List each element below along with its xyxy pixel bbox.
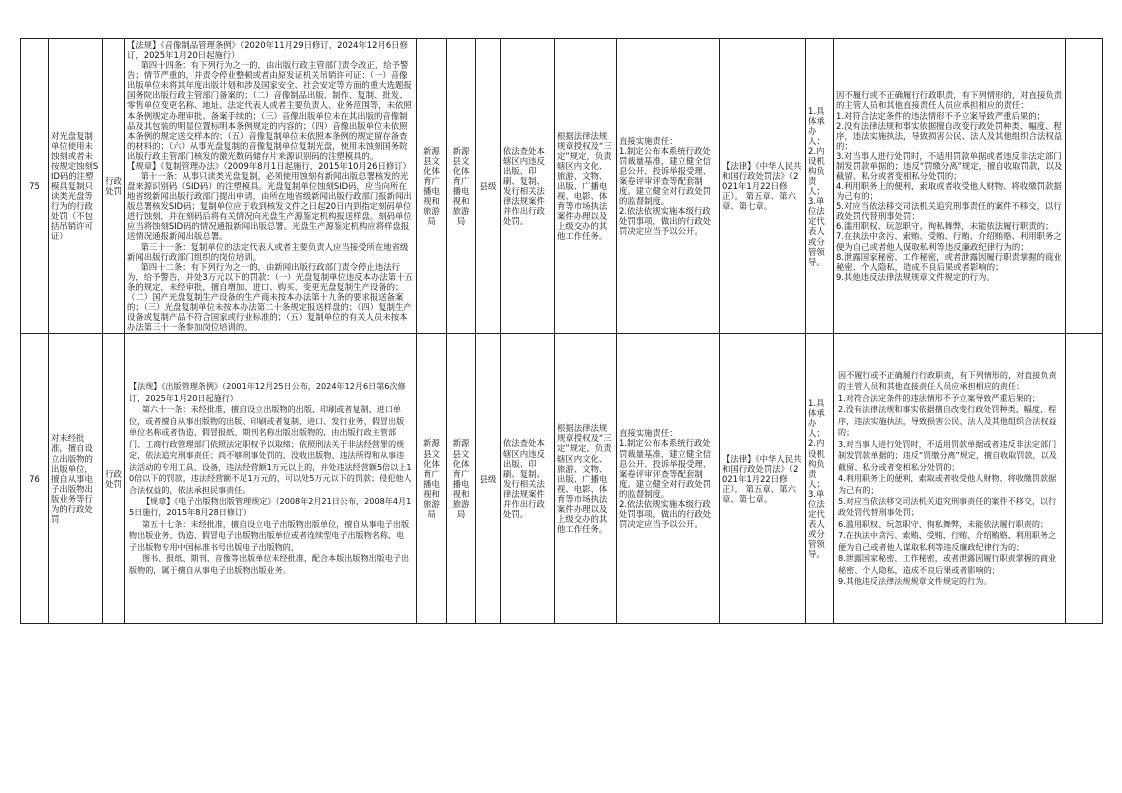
basis-line: 【规章】《电子出版物出版管理规定》（2008年2月21日公布，2008年4月15日施行，2015年8月28日修订）	[129, 495, 412, 518]
row-number: 75	[21, 39, 49, 334]
responsibility-items: 直接实施责任： 1.制定公布本系统行政处罚裁量基准，建立健全信息公开、投诉举报受理、案卷评审评查等配套制度。建立健全对行政处罚的监督制度。 2.依法依规实施本级行政处罚事项，做出的行政处罚决定应当予以公开。	[617, 334, 720, 624]
exercise-level: 县级	[476, 39, 501, 334]
accountability-cases: 因不履行或不正确履行行政职责，有下列情形的，对直接负责的主管人员和其他直接责任人员应承担相应的责任： 1.对符合法定条件的违法情形不予立案导致严重后果的； 2.没有法律法规和事实依据擅自改变行政处罚种类、幅度、程序，违法实施执法，导致损害公民、法人及其他组织合法权益的； 3.对当事人进行处罚时，不适用罚款单据或者违反非法定部门制发罚款单据的；违反“罚缴分离”规定，擅自收取罚款，以及截留、私分或者变相私分处罚的； 4.利用职务上的便利，索取或者收受他人财物、将收缴罚款据为己有的； 5.对应当依法移交司法机关追究刑事责任的案件不移交，以行政处罚代替刑事处罚； 6.滥用职权、玩忽职守、徇私舞弊，未能依法履行职责的； 7.在执法中贪污、索贿、受贿、行贿、介绍贿赂、利用职务之便为自己或者他人谋取私利等违反廉政纪律行为的； 8.泄露国家秘密、工作秘密，或者泄露因履行职责掌握的商业秘密、个人隐私，造成不良后果或者影响的； 9.其他违反法律法规规章文件规定的行为。	[834, 334, 1066, 624]
basis-line: 第四十二条：有下列行为之一的，由新闻出版行政部门责令停止违法行为，给予警告，并处3万元以下的罚款：（一）光盘复制单位违反本办法第十五条的规定，未经审批，擅自增加、进口、购买、变更光盘复制生产设备的；（二）国产光盘复制生产设备的生产商未按本办法第十九条的要求报送备案的；（三）光盘复制单位未按本办法第二十条规定报送样盘的；（四）复制生产设备或复制产品不符合国家或行业标准的；（五）复制单位的有关人员未按本办法第三十一条参加岗位培训的。	[127, 261, 413, 333]
scope-of-authority: 依法查处本辖区内违反出版、印刷、复制、发行相关法律法规案件并作出行政处罚。	[501, 334, 555, 624]
basis-line: 第十一条：从事只读类光盘复制，必须使用蚀刻有新闻出版总署核发的光盘来源识别码（SID码）的注塑模具。光盘复制单位蚀刻SID码，应当向所在地省级新闻出版行政部门提出申请，由所在地省级新闻出版行政部门报新闻出版总署核发SID码；复制单位应于收到核发文件之日起20日内到指定刻码单位进行蚀刻，并在刻码后将有关情况向光盘生产源鉴定机构报送样盘。刻码单位应当将蚀刻SID码的情况通报新闻出版总署。光盘生产源鉴定机构应将样盘报送情况通报新闻出版总署。	[127, 171, 412, 242]
responsible-subject: 1.具体承办人； 2.内设机构负责人； 3.单位法定代表人或分管领导。	[806, 334, 834, 624]
basis-line: 第五十七条：未经批准，擅自设立电子出版物出版单位，擅自从事电子出版物出版业务，伪造、假冒电子出版物出版单位或者连续型电子出版物名称、电子出版物专用中国标准书号出版电子出版物的，	[129, 518, 410, 552]
responsible-department: 新源县文化体育广播电视和旅游局	[417, 334, 447, 624]
item-type: 行政处罚	[103, 334, 125, 624]
basis-line: 【规章】《复制管理办法》（2009年8月1日起施行，2015年10月26日修订）	[127, 160, 411, 171]
row-number: 76	[21, 334, 49, 624]
duty-description: 根据法律法规规章授权及“三定”规定，负责辖区内文化、旅游、文物、出版、广播电视、电影、体育等市场执法案件办理以及上级交办的其他工作任务。	[555, 334, 617, 624]
basis-line: 第三十一条：复制单位的法定代表人或者主要负责人应当接受所在地省级新闻出版行政部门组织的岗位培训。	[127, 241, 409, 262]
item-type: 行政处罚	[103, 39, 125, 334]
implementing-body: 新源县文化体育广播电视和旅游局	[447, 39, 476, 334]
responsibility-table	[20, 38, 1103, 624]
basis-line: 图书、报纸、期刊、音像等出版单位未经批准，配合本版出版物出版电子出版物的，属于擅自从事电子出版物出版业务。	[129, 553, 410, 575]
scope-of-authority: 依法查处本辖区内违反出版、印刷、复制、发行相关法律法规案件并作出行政处罚。	[501, 39, 555, 334]
legal-basis	[125, 39, 417, 334]
basis-line: 【法规】《音像制品管理条例》（2020年11月29日修订，2024年12月6日修订，2025年1月20日起施行）	[127, 40, 408, 61]
exercise-level: 县级	[476, 334, 501, 624]
table-row	[21, 39, 1103, 334]
duty-description: 根据法律法规规章授权及“三定”规定，负责辖区内文化、旅游、文物、出版、广播电视、电影、体育等市场执法案件办理以及上级交办的其他工作任务。	[555, 39, 617, 334]
legal-basis	[125, 334, 417, 624]
responsibility-items: 直接实施责任： 1.制定公布本系统行政处罚裁量基准，建立健全信息公开、投诉举报受理、案卷评审评查等配套制度。建立健全对行政处罚的监督制度。 2.依法依规实施本级行政处罚事项，做出的行政处罚决定应当予以公开。	[617, 39, 720, 334]
basis-line: 第六十一条：未经批准，擅自设立出版物的出版、印刷或者复制、进口单位，或者擅自从事出版物的出版、印刷或者复制、进口、发行业务，假冒出版单位名称或者伪造、假冒报纸、期刊名称出版出版物的，由出版行政主管部门、工商行政管理部门依照法定职权予以取缔；依照刑法关于非法经营罪的规定，依法追究刑事责任；尚不够刑事处罚的，没收出版物、违法所得和从事违法活动的专用工具、设备，违法经营额1万元以上的，并处违法经营额5倍以上10倍以下的罚款，违法经营额不足1万元的，可以处5万元以下的罚款；侵犯他人合法权益的，依法承担民事责任。	[129, 404, 412, 495]
remarks	[1066, 39, 1103, 334]
basis-line: 第四十四条：有下列行为之一的，由出版行政主管部门责令改正，给予警告；情节严重的，并责令停业整顿或者由原发证机关吊销许可证：（一）音像出版单位未将其年度出版计划和涉及国家安全、社会安定等方面的重大选题报国务院出版行政主管部门备案的；（二）音像制品出版、制作、复制、批发、零售单位变更名称、地址、法定代表人或者主要负责人、业务范围等，未依照本条例规定办理审批、备案手续的；（三）音像出版单位未在其出版的音像制品及其包装的明显位置标明本条例规定的内容的；（四）音像出版单位未依照本条例的规定送交样本的；（五）音像复制单位未依照本条例的规定留存备查的材料的；（六）从事光盘复制的音像复制单位复制光盘，使用未蚀刻国务院出版行政主管部门核发的激光数码储存片来源识别码的注塑模具的。	[127, 60, 412, 161]
accountability-law: 【法律】《中华人民共和国行政处罚法》（2021年1月22日修正）。 第五章、第六章、第七章。	[720, 39, 806, 334]
responsible-subject: 1.具体承办人； 2.内设机构负责人； 3.单位法定代表人或分管领导。	[806, 39, 834, 334]
responsible-department: 新源县文化体育广播电视和旅游局	[417, 39, 447, 334]
accountability-law: 【法律】《中华人民共和国行政处罚法》（2021年1月22日修正）。 第五章、第六章、第七章。	[720, 334, 806, 624]
item-name: 对光盘复制单位使用未蚀刻或者未按规定蚀刻SID码的注塑模具复制只读类光盘等行为的行政处罚（不包括吊销许可证）	[49, 39, 103, 334]
table-row	[21, 334, 1103, 624]
item-name: 对未经批准，擅自设立出版物的出版单位，擅自从事电子出版物出版业务等行为的行政处罚	[49, 334, 103, 624]
accountability-cases: 因不履行或不正确履行行政职责，有下列情形的，对直接负责的主管人员和其他直接责任人员应承担相应的责任： 1.对符合法定条件的违法情形不予立案导致严重后果的； 2.没有法律法规和事实依据擅自改变行政处罚种类、幅度、程序，违法实施执法，导致损害公民、法人及其他组织合法权益的； 3.对当事人进行处罚时，不适用罚款单据或者违反非法定部门制发罚款单据的；违反“罚缴分离”规定，擅自收取罚款，以及截留、私分或者变相私分处罚的； 4.利用职务上的便利，索取或者收受他人财物、将收缴罚款据为己有的； 5.对应当依法移交司法机关追究刑事责任的案件不移交，以行政处罚代替刑事处罚； 6.滥用职权、玩忽职守、徇私舞弊，未能依法履行职责的； 7.在执法中贪污、索贿、受贿、行贿、介绍贿赂、利用职务之便为自己或者他人谋取私利等违反廉政纪律行为的； 8.泄露国家秘密、工作秘密，或者泄露因履行职责掌握的商业秘密、个人隐私，造成不良后果或者影响的； 9.其他违反法律法规规章文件规定的行为。	[834, 39, 1066, 334]
remarks	[1066, 334, 1103, 624]
implementing-body: 新源县文化体育广播电视和旅游局	[447, 334, 476, 624]
basis-line: 【法规】《出版管理条例》（2001年12月25日公布，2024年12月6日第6次修订，2025年1月20日起施行）	[129, 381, 406, 403]
